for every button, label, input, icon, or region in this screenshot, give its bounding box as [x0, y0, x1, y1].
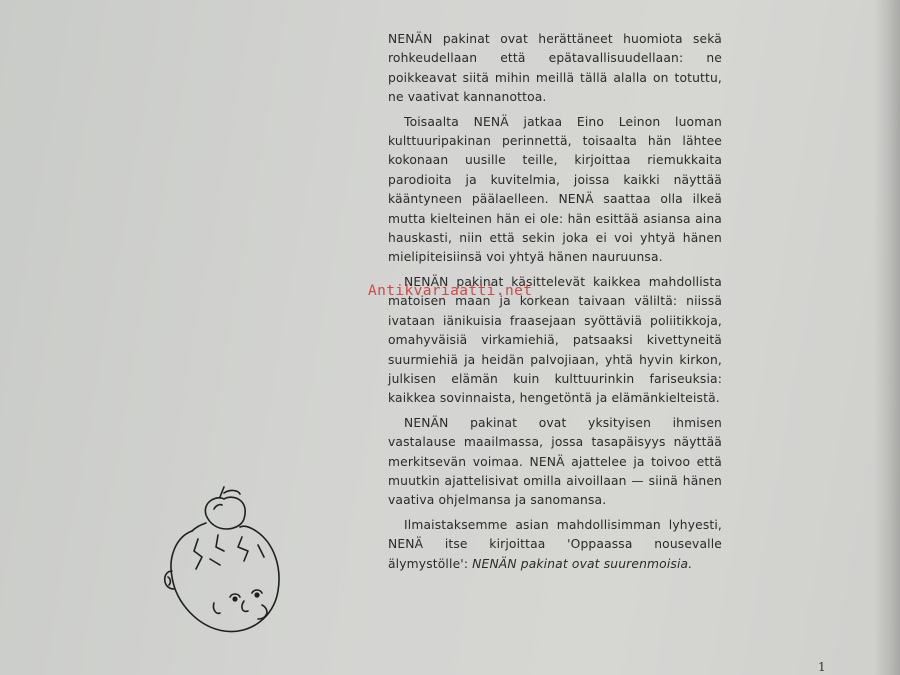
paragraph-2: Toisaalta NENÄ jatkaa Eino Leinon luoman kulttuuripakinan perinnettä, toisaalta hän lähtee kokonaan uusille teille, kirjoittaa riemukkaita parodioita ja kuvitelmia, joissa kaikki näyttää kääntyneen päälaelleen. NENÄ saattaa olla ilkeä mutta kielteinen hän ei ole: hän esittää asiansa aina hauskasti, niin että sekin joka ei voi yhtyä hänen mielipiteisiinsä voi yhtyä hänen nauruunsa. [388, 114, 722, 265]
paragraph-3: NENÄN pakinat käsittelevät kaikkea mahdollista matoisen maan ja korkean taivaan väliltä: niissä ivataan iänikuisia fraasejaan syöttäviä poliitikkoja, omahyväisiä virkamiehiä, patsaaksi kivettyneitä suurmiehiä ja heidän palvojiaan, yhtä hyvin kirkon, julkisen elämän kuin kulttuurinkin fariseuksia: kaikkea sovinnaista, hengetöntä ja elämänkielteistä. [388, 274, 722, 406]
paragraph-1: NENÄN pakinat ovat herättäneet huomiota sekä rohkeudellaan että epätavallisuudellaan: ne poikkeavat siitä mihin meillä tällä alalla on totuttu, ne vaativat kannanottoa. [388, 32, 722, 105]
closing-italic: NENÄN pakinat ovat suurenmoisia. [472, 556, 693, 571]
text-column [388, 30, 722, 579]
closing-intro: Ilmaistaksemme asian mahdollisimman lyhyesti, NENÄ itse kirjoittaa 'Oppaassa nousevalle älymystölle': [388, 517, 722, 571]
watermark: Antikvariaatti.net [368, 283, 533, 299]
paragraph-4: NENÄN pakinat ovat yksityisen ihmisen vastalause maailmassa, jossa tasapäisyys näyttää merkitsevän voimaa. NENÄ ajattelee ja toivoo että muutkin ajattelisivat omilla aivoillaan — siinä hänen vaativa ohjelmansa ja sanomansa. [388, 415, 722, 508]
paragraph-closing [388, 516, 722, 574]
page-edge-shadow [874, 0, 900, 675]
page-number: 1 [818, 660, 826, 674]
cartoon-head-with-apple-icon [158, 485, 298, 645]
